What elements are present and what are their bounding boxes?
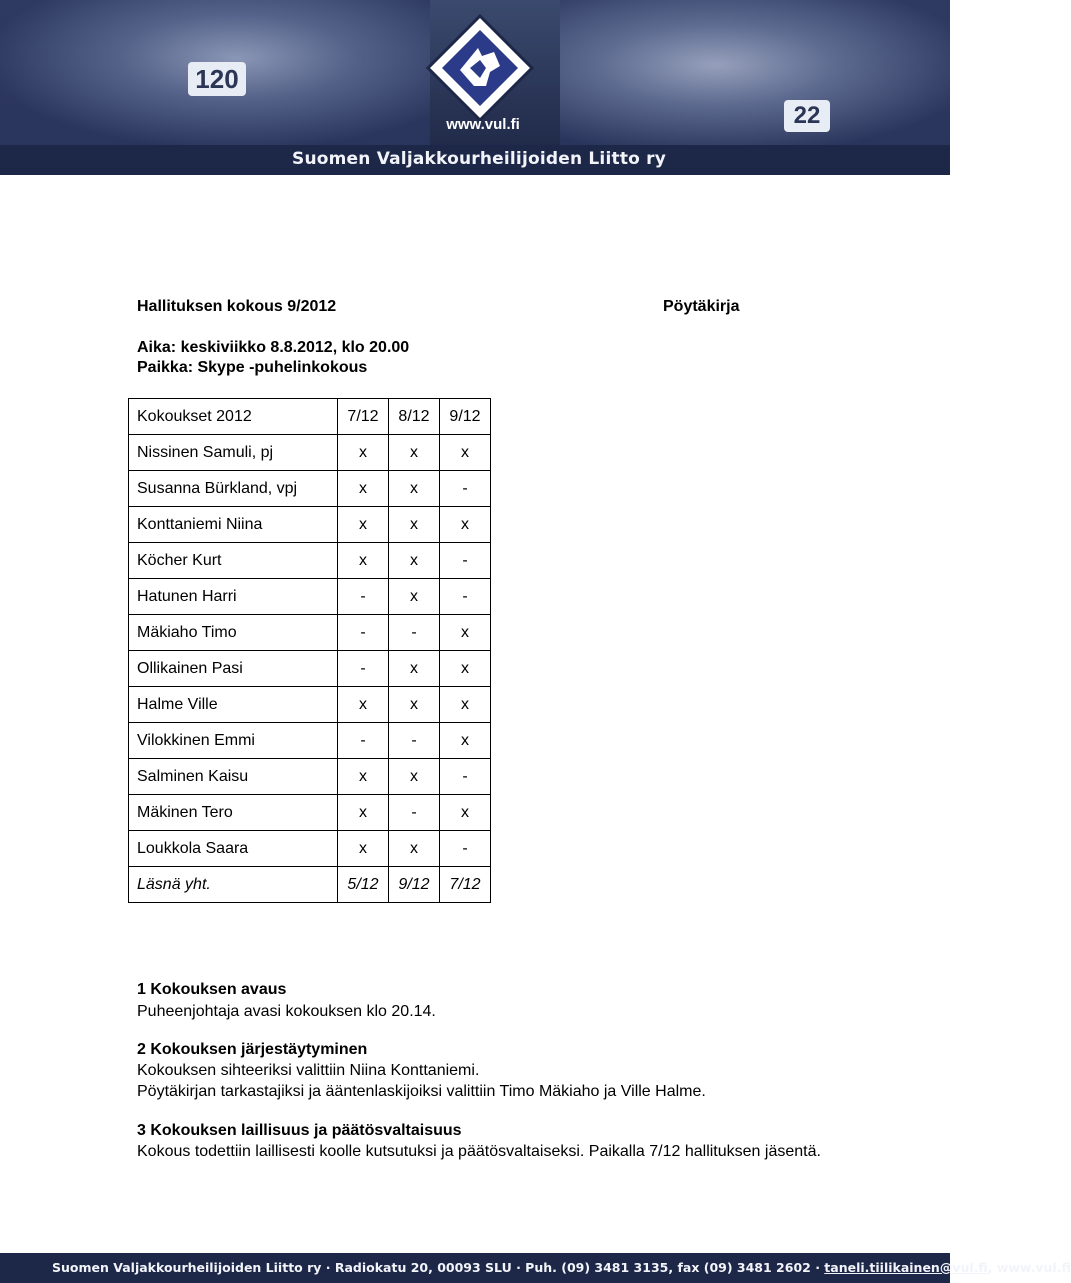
attendance-cell: x bbox=[389, 651, 440, 687]
column-header: 7/12 bbox=[338, 399, 389, 435]
vul-logo-icon bbox=[420, 12, 540, 122]
attendance-cell: x bbox=[389, 687, 440, 723]
attendance-cell: - bbox=[440, 543, 491, 579]
attendance-cell: x bbox=[389, 579, 440, 615]
attendance-cell: x bbox=[389, 831, 440, 867]
table-row bbox=[129, 759, 491, 795]
attendance-cell: x bbox=[338, 471, 389, 507]
attendance-cell: x bbox=[440, 795, 491, 831]
racer-bib-right: 22 bbox=[784, 100, 830, 132]
total-cell: 5/12 bbox=[338, 867, 389, 903]
member-name: Salminen Kaisu bbox=[129, 759, 338, 795]
attendance-cell: - bbox=[338, 723, 389, 759]
table-row bbox=[129, 831, 491, 867]
racer-bib-left: 120 bbox=[188, 62, 246, 96]
attendance-cell: - bbox=[338, 615, 389, 651]
sled-dog-photo-right bbox=[560, 0, 950, 145]
attendance-cell: - bbox=[389, 615, 440, 651]
attendance-cell: x bbox=[338, 435, 389, 471]
total-cell: 9/12 bbox=[389, 867, 440, 903]
attendance-cell: x bbox=[338, 507, 389, 543]
section-text: Kokouksen sihteeriksi valittiin Niina Konttaniemi. bbox=[137, 1062, 480, 1079]
member-name: Konttaniemi Niina bbox=[129, 507, 338, 543]
table-row bbox=[129, 579, 491, 615]
section-text: Puheenjohtaja avasi kokouksen klo 20.14. bbox=[137, 1003, 436, 1020]
table-row bbox=[129, 723, 491, 759]
table-row bbox=[129, 615, 491, 651]
member-name: Mäkinen Tero bbox=[129, 795, 338, 831]
member-name: Hatunen Harri bbox=[129, 579, 338, 615]
column-header: 9/12 bbox=[440, 399, 491, 435]
attendance-cell: x bbox=[389, 759, 440, 795]
meeting-time: Aika: keskiviikko 8.8.2012, klo 20.00 bbox=[137, 339, 410, 356]
attendance-cell: - bbox=[389, 795, 440, 831]
attendance-cell: x bbox=[389, 543, 440, 579]
table-row bbox=[129, 471, 491, 507]
footer-bar bbox=[0, 1253, 1071, 1283]
footer-site-link[interactable]: www.vul.fi bbox=[996, 1260, 1071, 1275]
attendance-cell: x bbox=[440, 507, 491, 543]
attendance-cell: x bbox=[338, 759, 389, 795]
site-url: www.vul.fi bbox=[446, 116, 520, 133]
footer-contact bbox=[52, 1260, 1071, 1275]
attendance-table bbox=[128, 398, 491, 903]
table-row bbox=[129, 435, 491, 471]
meeting-title: Hallituksen kokous 9/2012 bbox=[137, 298, 337, 315]
footer-separator: , bbox=[987, 1260, 997, 1275]
section-title: 1 Kokouksen avaus bbox=[137, 981, 287, 998]
section-title: 3 Kokouksen laillisuus ja päätösvaltaisuus bbox=[137, 1122, 462, 1139]
table-total-row bbox=[129, 867, 491, 903]
table-row bbox=[129, 651, 491, 687]
table-row bbox=[129, 795, 491, 831]
section-text: Pöytäkirjan tarkastajiksi ja ääntenlaskijoiksi valittiin Timo Mäkiaho ja Ville Halme. bbox=[137, 1083, 706, 1100]
member-name: Nissinen Samuli, pj bbox=[129, 435, 338, 471]
meeting-place: Paikka: Skype -puhelinkokous bbox=[137, 359, 368, 376]
section-text: Kokous todettiin laillisesti koolle kutsutuksi ja päätösvaltaiseksi. Paikalla 7/12 hallituksen jäsentä. bbox=[137, 1143, 821, 1160]
attendance-cell: - bbox=[440, 579, 491, 615]
member-name: Mäkiaho Timo bbox=[129, 615, 338, 651]
footer-address: Suomen Valjakkourheilijoiden Liitto ry · Radiokatu 20, 00093 SLU · Puh. (09) 3481 3135, fax (09) 3481 2602 · bbox=[52, 1260, 825, 1275]
table-row bbox=[129, 543, 491, 579]
attendance-cell: - bbox=[338, 579, 389, 615]
attendance-cell: - bbox=[338, 651, 389, 687]
column-header: Kokoukset 2012 bbox=[129, 399, 338, 435]
table-header-row bbox=[129, 399, 491, 435]
attendance-cell: - bbox=[440, 759, 491, 795]
member-name: Köcher Kurt bbox=[129, 543, 338, 579]
attendance-cell: x bbox=[440, 615, 491, 651]
attendance-cell: x bbox=[440, 687, 491, 723]
attendance-cell: - bbox=[440, 471, 491, 507]
attendance-cell: x bbox=[338, 795, 389, 831]
column-header: 8/12 bbox=[389, 399, 440, 435]
member-name: Ollikainen Pasi bbox=[129, 651, 338, 687]
attendance-cell: x bbox=[338, 543, 389, 579]
attendance-cell: x bbox=[338, 831, 389, 867]
attendance-cell: x bbox=[440, 723, 491, 759]
attendance-cell: x bbox=[389, 507, 440, 543]
attendance-cell: x bbox=[338, 687, 389, 723]
organization-name: Suomen Valjakkourheilijoiden Liitto ry bbox=[292, 149, 667, 169]
attendance-cell: - bbox=[440, 831, 491, 867]
attendance-cell: x bbox=[389, 435, 440, 471]
member-name: Susanna Bürkland, vpj bbox=[129, 471, 338, 507]
member-name: Halme Ville bbox=[129, 687, 338, 723]
attendance-cell: x bbox=[389, 471, 440, 507]
attendance-cell: x bbox=[440, 435, 491, 471]
section-title: 2 Kokouksen järjestäytyminen bbox=[137, 1041, 368, 1058]
attendance-cell: - bbox=[389, 723, 440, 759]
total-label: Läsnä yht. bbox=[129, 867, 338, 903]
footer-email-link[interactable]: taneli.tiilikainen@vul.fi bbox=[824, 1260, 988, 1275]
attendance-cell: x bbox=[440, 651, 491, 687]
table-row bbox=[129, 507, 491, 543]
document-type: Pöytäkirja bbox=[663, 298, 740, 315]
header-banner bbox=[0, 0, 950, 175]
table-row bbox=[129, 687, 491, 723]
member-name: Loukkola Saara bbox=[129, 831, 338, 867]
member-name: Vilokkinen Emmi bbox=[129, 723, 338, 759]
total-cell: 7/12 bbox=[440, 867, 491, 903]
